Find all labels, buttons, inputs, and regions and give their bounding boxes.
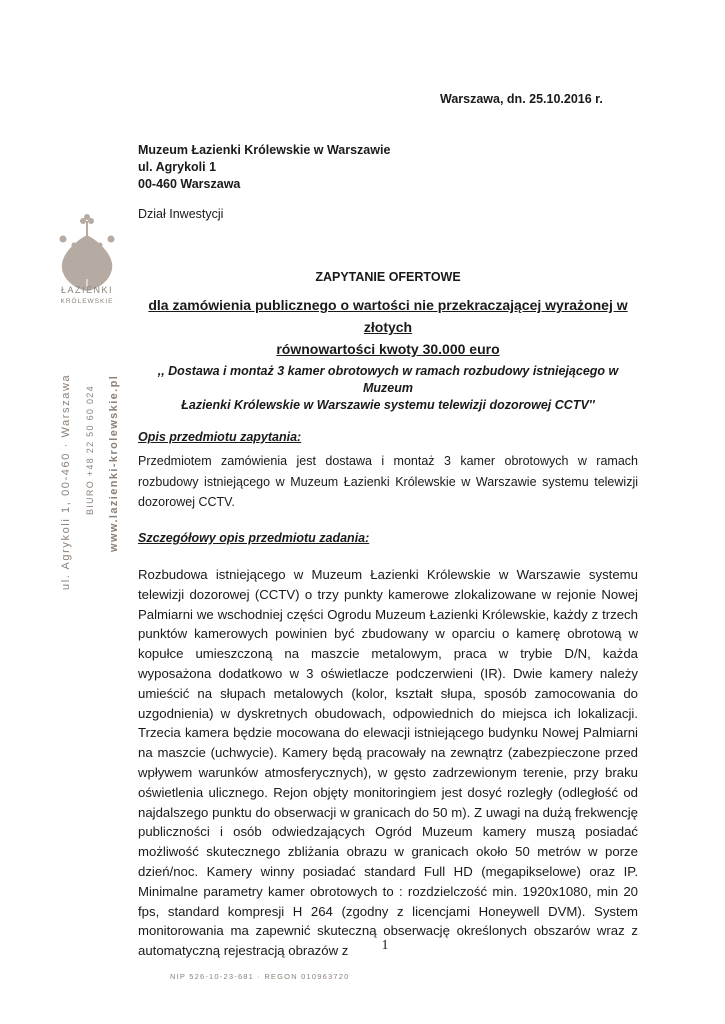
sidebar-website: www.lazienki-krolewskie.pl [108,374,120,552]
logo-subname: KRÓLEWSKIE [60,298,114,305]
subject-line: ,, Dostawa i montaż 3 kamer obrotowych w ramach rozbudowy istniejącego w Muzeum [157,364,619,395]
section-paragraph: Przedmiotem zamówienia jest dostawa i montaż 3 kamer obrotowych w ramach rozbudowy istniejącego w Muzeum Łazienki Królewskie w Warszawie systemu telewizji dozorowej CCTV. [138,454,638,509]
subject-line: Łazienki Królewskie w Warszawie systemu telewizji dozorowej CCTV'' [181,398,595,412]
section-heading: Szczegółowy opis przedmiotu zadania: [138,531,370,545]
footer-registration: NIP 526-10-23-681 · REGON 010963720 [170,972,350,981]
document-date: Warszawa, dn. 25.10.2016 r. [440,92,603,106]
document-title: ZAPYTANIE OFERTOWE [315,270,461,284]
document-subtitle [138,294,638,360]
page-number: 1 [381,938,389,953]
recipient-line: ul. Agrykoli 1 [138,160,217,174]
logo-name: ŁAZIENKI [60,285,113,295]
section-heading: Opis przedmiotu zapytania: [138,430,302,444]
order-subject [138,363,638,414]
recipient-address [138,142,390,193]
recipient-line: 00-460 Warszawa [138,177,241,191]
sidebar-address: ul. Agrykoli 1, 00-460 · Warszawa [60,373,72,590]
section-paragraph: Rozbudowa istniejącego w Muzeum Łazienki Królewskie w Warszawie systemu telewizji dozorowej (CCTV) o trzy punkty kamerowe zlokalizowane w rejonie Nowej Palmiarni we wschodniej części Ogrodu Muzeum Łazienki Królewskie, każdy z trzech punktów kamerowych powinien być zbudowany w oparciu o kamerę obrotową w kopułce umieszczoną na maszcie metalowym, praca w trybie D/N, każda wyposażona dodatkowo w 3 oświetlacze podczerwieni (IR). Dwie kamery należy umieścić na słupach metalowych (kolor, kształt słupa, sposób zamocowania do uzgodnienia) w dyskretnych obudowach, odpowiednich do miejsca ich lokalizacji. Trzecia kamera będzie mocowana do elewacji istniejącego budynku Nowej Palmiarni na maszcie (uchwycie). Kamery będą pracowały na zewnątrz (zabezpieczone przed wpływem warunków atmosferycznych), w gęsto zadrzewionym terenie, przy braku oświetlenia ulicznego. Rejon objęty monitoringiem jest dosyć rozległy (odległość od najdalszego punktu do obserwacji w granicach do 50 m). Z uwagi na dużą frekwencję publiczności i osób odwiedzających Ogród Muzeum kamery muszą posiadać możliwość skutecznego zbliżania obrazu w granicach około 50 metrów w porze dzień/noc. Kamery winny posiadać standard Full HD (megapikselowe) oraz IP. Minimalne parametry kamer obrotowych to : rozdzielczość min. 1920x1080, min 20 fps, standard kompresji H 264 (zgodny z licencjami Honeywell DVM). System monitorowania ma zapewnić skuteczną obserwację określonych obszarów wraz z automatyczną rejestracją obrazów z [138,567,638,959]
subtitle-line: dla zamówienia publicznego o wartości nie przekraczającej wyrażonej w złotych [148,297,628,335]
subtitle-line: równowartości kwoty 30.000 euro [276,341,500,357]
sidebar-phone: BIURO +48 22 50 60 024 [85,385,95,515]
department: Dział Inwestycji [138,207,224,221]
recipient-line: Muzeum Łazienki Królewskie w Warszawie [138,143,391,157]
